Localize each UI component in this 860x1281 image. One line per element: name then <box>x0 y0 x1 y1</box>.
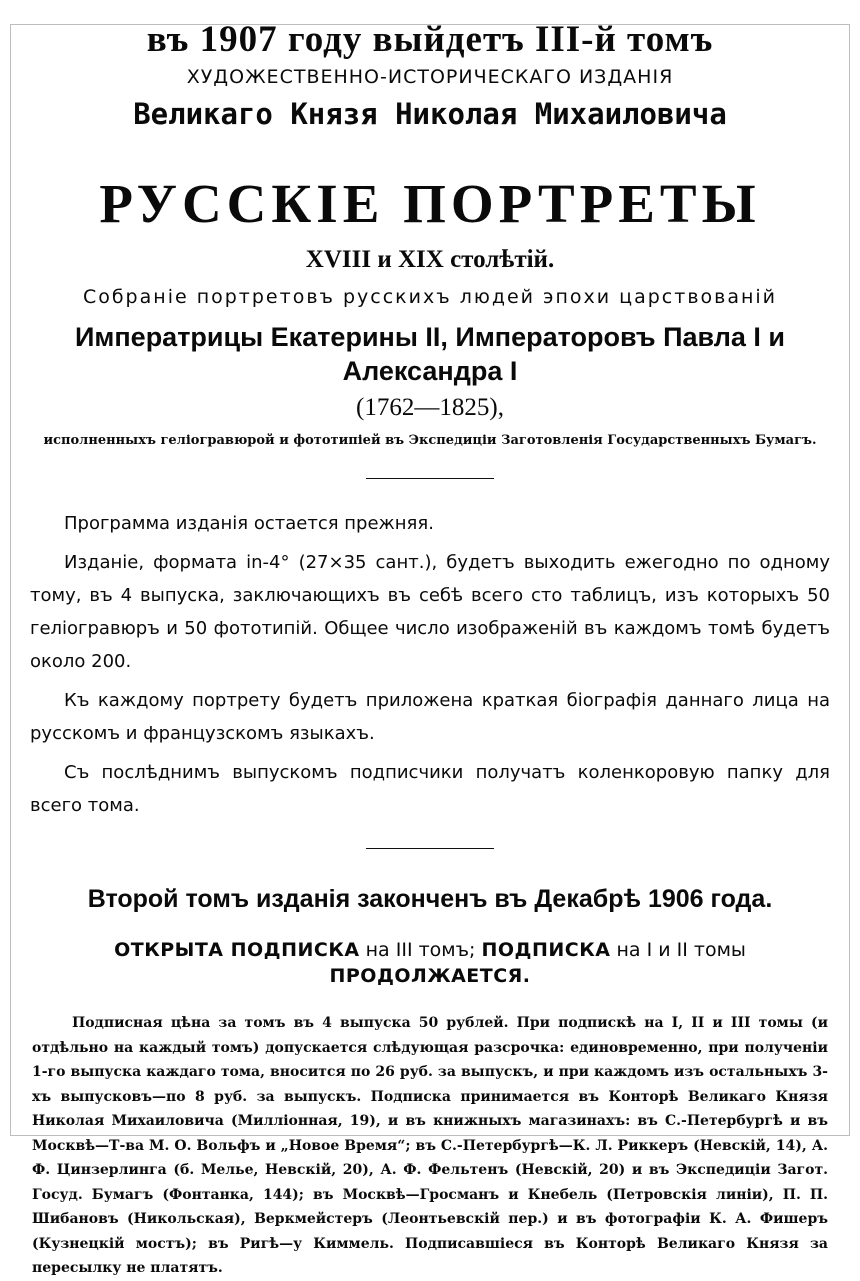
edition-type: ХУДОЖЕСТВЕННО-ИСТОРИЧЕСКАГО ИЗДАНІЯ <box>186 66 674 88</box>
subscription-terms-text: Подписная цѣна за томъ въ 4 выпуска 50 рублей. При подпискѣ на I, II и III томы (и отдѣльно на каждый томъ) допускается слѣдующая разсрочка: единовременно, при полученіи 1-го выпуска каждаго тома, вносится по 26 руб. за выпускъ, и при каждомъ изъ остальныхъ 3-хъ выпусковъ—по 8 руб. за выпускъ. Подписка принимается въ Конторѣ Великаго Князя Николая Михаиловича (Милліонная, 19), и въ книжныхъ магазинахъ: въ С.-Петербургѣ и въ Москвѣ—Т-ва М. О. Вольфъ и „Новое Время“; въ С.-Петербургѣ—К. Л. Риккеръ (Невскій, 14), А. Ф. Цинзерлинга (б. Мелье, Невскій, 20), А. Ф. Фельтенъ (Невскій, 20) и въ Экспедиціи Загот. Госуд. Бумагъ (Фонтанка, 144); въ Москвѣ—Гросманъ и Кнебель (Петровскія линіи), П. П. Шибановъ (Никольская), Веркмейстеръ (Леонтьевскій пер.) и въ фотографіи К. А. Фишеръ (Кузнецкій мостъ); въ Ригѣ—у Киммель. Подписавшіеся въ Конторѣ Великаго Князя за пересылку не платятъ. <box>32 1015 828 1276</box>
subscription-open-label: ОТКРЫТА ПОДПИСКА <box>114 939 360 961</box>
main-title: РУССКІЕ ПОРТРЕТЫ <box>99 173 761 234</box>
centuries-subtitle: XVIII и XIX столѣтій. <box>305 246 555 273</box>
program-paragraph: Изданіе, формата in-4° (27×35 сант.), будетъ выходить ежегодно по одному тому, въ 4 выпуска, заключающихъ въ себѣ всего сто таблицъ, изъ которыхъ 50 геліогравюръ и 50 фототипій. Общее число изображеній въ каждомъ томѣ будетъ около 200. <box>30 552 830 672</box>
execution-note: исполненныхъ геліогравюрой и фототипіей въ Экспедиціи Заготовленія Государственныхъ Бумагъ. <box>43 433 817 448</box>
subscription-continues-label: ПРОДОЛЖАЕТСЯ. <box>329 965 531 987</box>
subscription-label: ПОДПИСКА <box>481 939 611 961</box>
years-range: (1762—1825), <box>356 394 504 421</box>
page-border <box>10 24 850 1136</box>
second-volume-notice: Второй томъ изданія законченъ въ Декабрѣ 1906 года. <box>87 885 773 913</box>
publisher-name: Великаго Князя Николая Михаиловича <box>133 97 727 131</box>
emperors-line: Императрицы Екатерины II, Императоровъ Павла I и Александра I <box>74 322 786 386</box>
program-paragraph: Къ каждому портрету будетъ приложена краткая біографія даннаго лица на русскомъ и французскомъ языкахъ. <box>30 690 830 744</box>
document-page <box>0 18 860 1276</box>
announcement-heading: въ 1907 году выйдетъ III-й томъ <box>146 19 714 60</box>
collection-description: Собраніе портретовъ русскихъ людей эпохи царствованій <box>82 286 778 308</box>
subscription-volumes-text: на I и II томы <box>610 939 746 961</box>
program-paragraph: Съ послѣднимъ выпускомъ подписчики получатъ коленкоровую папку для всего тома. <box>30 762 830 816</box>
subscription-open-text: на III томъ; <box>359 939 482 961</box>
program-paragraph: Программа изданія остается прежняя. <box>64 513 434 534</box>
